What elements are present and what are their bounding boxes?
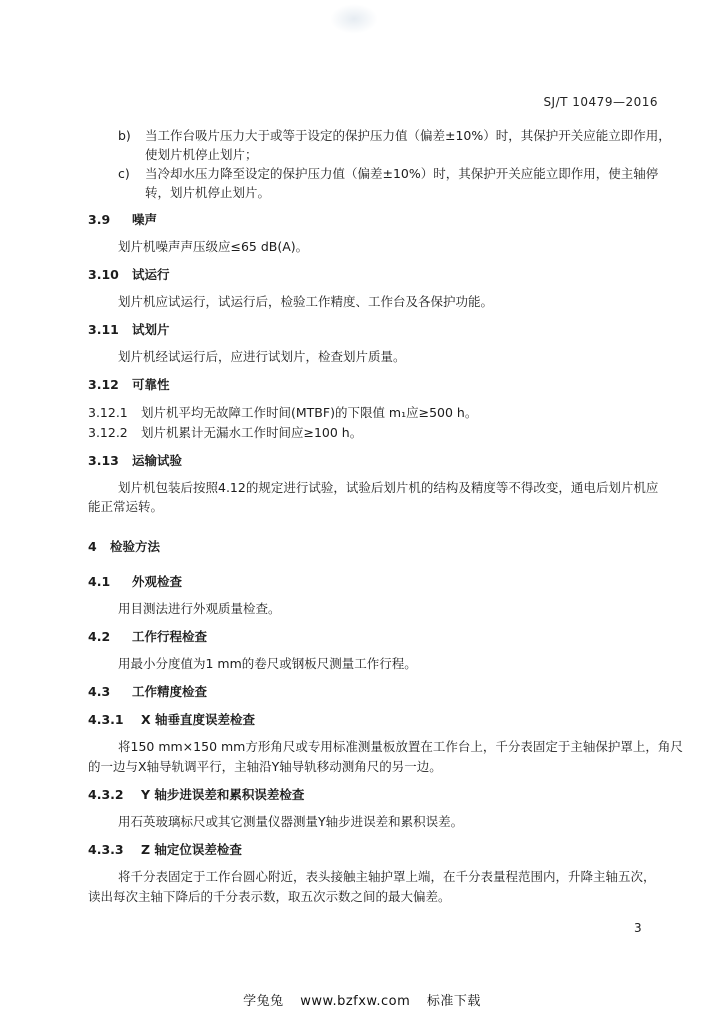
list-item-b-cont: 使划片机停止划片；	[145, 147, 258, 162]
section-heading-4-3-3: 4.3.3 Z 轴定位误差检查	[88, 842, 242, 857]
section-heading-4-3-1: 4.3.1 X 轴垂直度误差检查	[88, 712, 255, 727]
section-text-4-3-3-line2: 读出每次主轴下降后的千分表示数，取五次示数之间的最大偏差。	[88, 889, 451, 904]
section-heading-3-13: 3.13 运输试验	[88, 453, 183, 468]
chapter-heading-4: 4 检验方法	[88, 539, 161, 554]
footer-watermark	[0, 990, 724, 1009]
footer-url[interactable]: www.bzfxw.com	[300, 994, 411, 1009]
section-heading-3-11: 3.11 试划片	[88, 322, 170, 337]
section-3-12-1: 3.12.1 划片机平均无故障工作时间(MTBF)的下限值 m₁应≥500 h。	[88, 405, 478, 420]
section-text-4-3-3-line1: 将千分表固定于工作台圆心附近，表头接触主轴护罩上端，在千分表量程范围内，升降主轴五次，	[118, 869, 656, 884]
list-item-b: b) 当工作台吸片压力大于或等于设定的保护压力值（偏差±10%）时，其保护开关应能立即作用，	[118, 128, 671, 143]
list-item-c-cont: 转，划片机停止划片。	[145, 185, 271, 200]
standard-number: SJ/T 10479—2016	[543, 95, 658, 109]
section-heading-4-1: 4.1 外观检查	[88, 574, 183, 589]
section-heading-3-10: 3.10 试运行	[88, 267, 170, 282]
section-heading-4-3-2: 4.3.2 Y 轴步进误差和累积误差检查	[88, 787, 305, 802]
section-text-3-9: 划片机噪声声压级应≤65 dB(A)。	[118, 239, 309, 254]
list-item-c: c) 当冷却水压力降至设定的保护压力值（偏差±10%）时，其保护开关应能立即作用，使主轴停	[118, 166, 659, 181]
section-heading-3-9: 3.9 噪声	[88, 212, 158, 227]
section-text-3-13-line2: 能正常运转。	[88, 499, 164, 514]
section-text-3-13-line1: 划片机包装后按照4.12的规定进行试验，试验后划片机的结构及精度等不得改变，通电后划片机应	[118, 480, 659, 495]
section-text-3-11: 划片机经试运行后，应进行试划片，检查划片质量。	[118, 349, 406, 364]
section-text-4-3-1-line1: 将150 mm×150 mm方形角尺或专用标准测量板放置在工作台上，千分表固定于主轴保护罩上，角尺	[118, 739, 683, 754]
section-heading-4-2: 4.2 工作行程检查	[88, 629, 208, 644]
scan-artifact	[330, 4, 378, 34]
section-text-3-10: 划片机应试运行，试运行后，检验工作精度、工作台及各保护功能。	[118, 294, 494, 309]
section-text-4-3-2: 用石英玻璃标尺或其它测量仪器测量Y轴步进误差和累积误差。	[118, 814, 464, 829]
section-3-12-2: 3.12.2 划片机累计无漏水工作时间应≥100 h。	[88, 425, 363, 440]
footer-site-name: 学兔兔	[243, 994, 284, 1009]
section-text-4-3-1-line2: 的一边与X轴导轨调平行，主轴沿Y轴导轨移动测角尺的另一边。	[88, 759, 442, 774]
section-heading-3-12: 3.12 可靠性	[88, 377, 170, 392]
section-text-4-2: 用最小分度值为1 mm的卷尺或钢板尺测量工作行程。	[118, 656, 417, 671]
section-text-4-1: 用目测法进行外观质量检查。	[118, 601, 281, 616]
page-number: 3	[634, 921, 642, 935]
footer-tagline: 标准下载	[426, 994, 481, 1009]
section-heading-4-3: 4.3 工作精度检查	[88, 684, 208, 699]
